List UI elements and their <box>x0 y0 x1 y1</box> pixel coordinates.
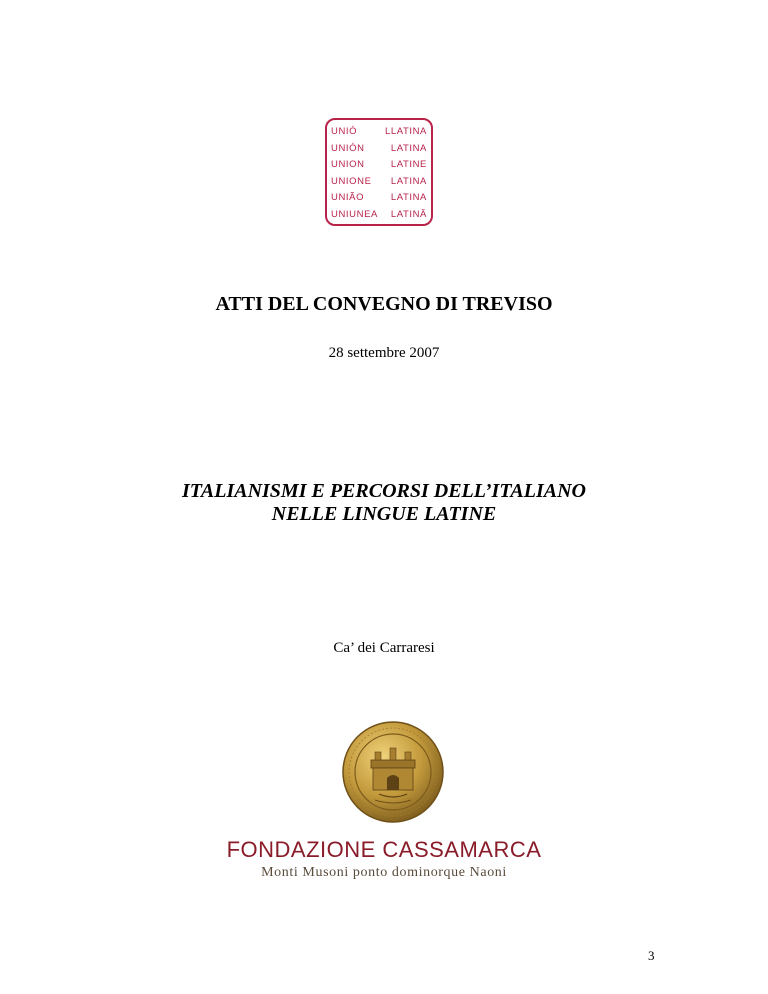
union-latina-logo <box>325 118 433 226</box>
foundation-motto: Monti Musoni ponto dominorque Naoni <box>261 865 507 880</box>
logo-row-left: UNIÓ <box>331 126 358 137</box>
logo-row-right: LLATINA <box>384 126 427 137</box>
venue-name: Ca’ dei Carraresi <box>333 640 435 656</box>
logo-row <box>327 124 431 141</box>
logo-row-left: UNIÓN <box>331 142 365 154</box>
document-subtitle <box>0 480 768 526</box>
foundation-name: FONDAZIONE CASSAMARCA <box>226 837 542 862</box>
logo-row <box>327 141 431 158</box>
document-title: ATTI DEL CONVEGNO DI TREVISO <box>215 293 553 315</box>
logo-row <box>327 190 431 207</box>
logo-row-left: UNIÃO <box>331 192 365 203</box>
logo-row-right: LATINA <box>390 175 427 187</box>
logo-row <box>327 207 431 224</box>
logo-row-right: LATINA <box>390 142 427 154</box>
logo-row-right: LATINE <box>390 159 427 170</box>
subtitle-line-1: ITALIANISMI E PERCORSI DELL’ITALIANO <box>182 480 586 502</box>
gold-seal-icon <box>341 720 445 824</box>
page-number: 3 <box>648 948 655 963</box>
subtitle-line-2: NELLE LINGUE LATINE <box>271 503 497 525</box>
convention-date: 28 settembre 2007 <box>328 345 440 361</box>
logo-row-left: UNIUNEA <box>331 208 378 220</box>
logo-row-left: UNIONE <box>331 175 372 187</box>
logo-row <box>327 157 431 174</box>
logo-row-right: LATINA <box>390 192 427 203</box>
logo-row <box>327 174 431 191</box>
logo-row-left: UNION <box>331 159 365 170</box>
logo-row-right: LATINĂ <box>390 208 427 220</box>
